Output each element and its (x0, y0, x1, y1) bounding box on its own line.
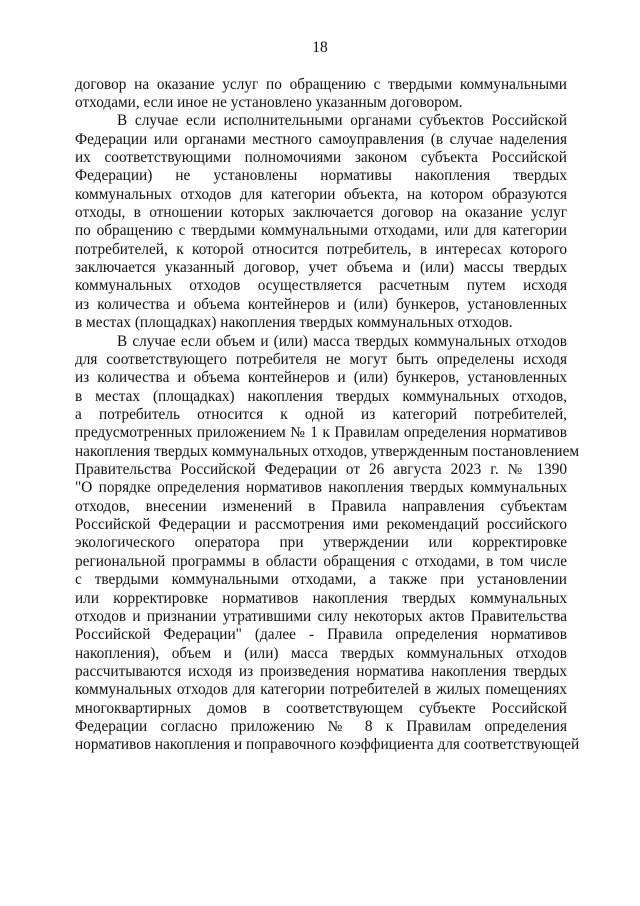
text-line: Федерации) не установлены нормативы накопления твердых (75, 167, 567, 185)
text-line: коммунальных отходов осуществляется расчетным путем исходя (75, 277, 567, 295)
text-line: рассчитываются исходя из произведения норматива накопления твердых (75, 663, 567, 680)
text-line: нормативов накопления и поправочного коэффициента для соответствующей (75, 736, 580, 754)
paragraph (75, 332, 580, 755)
text-line: или корректировке нормативов накопления твердых коммунальных (75, 589, 567, 607)
text-line: накопления твердых коммунальных отходов, утвержденным постановлением (75, 442, 580, 460)
text-line: с твердыми коммунальными отходами, а также при установлении (75, 571, 567, 589)
text-line: Федерации или органами местного самоуправления (в случае наделения (75, 130, 567, 148)
text-line: заключается указанный договор, учет объема и (или) массы твердых (75, 259, 567, 277)
text-line: накопления), объем и (или) масса твердых коммунальных отходов (75, 644, 567, 662)
text-line: экологического оператора при утверждении или корректировке (75, 534, 567, 552)
text-line: потребителей, к которой относится потребитель, в интересах которого (75, 240, 567, 258)
text-line: "О порядке определения нормативов накопления твердых коммунальных (75, 479, 567, 497)
text-line: коммунальных отходов для категории потребителей в жилых помещениях (75, 681, 567, 699)
text-line: договор на оказание услуг по обращению с твердыми коммунальными (75, 75, 567, 93)
text-line: региональной программы в области обращения с отходами, в том числе (75, 552, 567, 570)
page-number: 18 (312, 39, 328, 56)
text-line: Российской Федерации и рассмотрения ими рекомендаций российского (75, 516, 567, 534)
text-line: их соответствующими полномочиями законом субъекта Российской (75, 148, 567, 166)
text-line: многоквартирных домов в соответствующем субъекте Российской (75, 699, 567, 717)
text-line: Федерации согласно приложению № 8 к Правилам определения (75, 718, 567, 736)
text-line: для соответствующего потребителя не могут быть определены исходя (75, 350, 567, 368)
text-line: В случае если исполнительными органами субъектов Российской (117, 112, 567, 130)
text-line: в местах (площадках) накопления твердых коммунальных отходов, (75, 387, 567, 405)
text-line: предусмотренных приложением № 1 к Правилам определения нормативов (75, 424, 567, 442)
paragraph (75, 76, 567, 113)
text-line: а потребитель относится к одной из категорий потребителей, (75, 405, 567, 423)
text-line: В случае если объем и (или) масса твердых коммунальных отходов (117, 332, 567, 350)
document-body (75, 75, 580, 755)
text-line: отходов и признании утратившими силу некоторых актов Правительства (75, 607, 567, 625)
text-line: отходов, внесении изменений в Правила направления субъектам (75, 497, 567, 515)
paragraph (75, 112, 567, 332)
text-line: из количества и объема контейнеров и (или) бункеров, установленных (75, 369, 567, 387)
text-line: отходы, в отношении которых заключается договор на оказание услуг (75, 204, 567, 222)
text-line: коммунальных отходов для категории объекта, на котором образуются (75, 185, 567, 203)
text-line: Российской Федерации" (далее - Правила определения нормативов (75, 626, 567, 644)
text-line: в местах (площадках) накопления твердых коммунальных отходов. (75, 314, 513, 332)
text-line: по обращению с твердыми коммунальными отходами, или для категории (75, 222, 567, 240)
text-line: отходами, если иное не установлено указанным договором. (75, 93, 463, 111)
text-line: из количества и объема контейнеров и (или) бункеров, установленных (75, 295, 567, 313)
text-line: Правительства Российской Федерации от 26 августа 2023 г. № 1390 (75, 461, 567, 479)
